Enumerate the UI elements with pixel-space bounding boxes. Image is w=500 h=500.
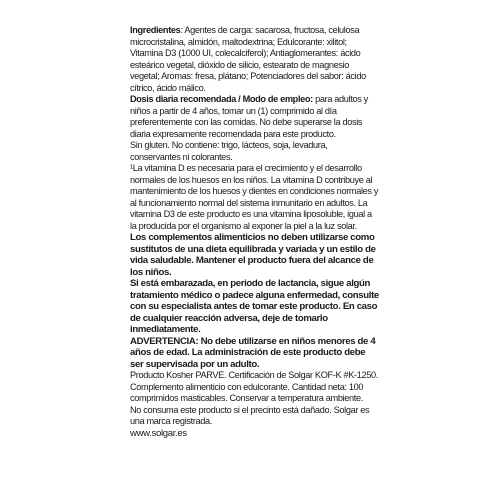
dosage-paragraph: [130, 94, 380, 140]
product-label-text: [130, 25, 380, 439]
supplements-warning: Los complementos alimenticios no deben utilizarse como sustitutos de una dieta equilibrada y variada y un estilo de vida saludable. Mantener el producto fuera del alcance de los niños.: [130, 232, 376, 278]
seal-notice: No consuma este producto si el precinto está dañado. Solgar es una marca registrada.: [130, 404, 370, 426]
dosage-heading: Dosis diaria recomendada / Modo de empleo:: [130, 94, 313, 104]
children-warning: ADVERTENCIA: No debe utilizarse en niños menores de 4 años de edad. La administración de este producto debe ser supervisada por un adulto.: [130, 335, 376, 370]
kosher-certification: Producto Kosher PARVE. Certificación de Solgar KOF-K #K-1250.: [130, 370, 378, 380]
vitamin-d-note: ¹La vitamina D es necesaria para el crecimiento y el desarrollo normales de los huesos en los niños. La vitamina D contribuye al mantenimiento de los huesos y dientes en condiciones normales y al funcionamiento normal del sistema inmunitario en adultos. La vitamina D3 de este producto es una vitamina liposoluble, igual a la producida por el organismo al exponer la piel a la luz solar.: [130, 163, 379, 231]
ingredients-paragraph: [130, 25, 380, 94]
dosage-text: para adultos y niños a partir de 4 años, tomar un (1) comprimido al día preferentemente con las comidas. No debe superarse la dosis diaria expresamente recomendada para este producto.: [130, 94, 368, 139]
ingredients-heading: Ingredientes: [130, 25, 181, 35]
website-link[interactable]: www.solgar.es: [130, 427, 187, 439]
pregnancy-warning: Si está embarazada, en periodo de lactancia, sigue algún tratamiento médico o padece alguna enfermedad, consulte con su especialista antes de tomar este producto. En caso de cualquier reacción adversa, deje de tomarlo inmediatamente.: [130, 278, 379, 335]
ingredients-text: : Agentes de carga: sacarosa, fructosa, celulosa microcristalina, almidón, maltodextrina; Edulcorante: xilitol; Vitamina D3 (1000 UI, colecalciferol); Antiaglomerantes: ácido esteárico vegetal, dióxido de silicio, estearato de magnesio vegetal; Aromas: fresa, plátano; Potenciadores del sabor: ácido cítrico, ácido málico.: [130, 25, 366, 93]
product-description: Complemento alimenticio con edulcorante. Cantidad neta: 100 comprimidos masticables. Conservar a temperatura ambiente.: [130, 381, 364, 403]
free-from-text: Sin gluten. No contiene: trigo, lácteos, soja, levadura, conservantes ni colorantes.: [130, 140, 328, 162]
